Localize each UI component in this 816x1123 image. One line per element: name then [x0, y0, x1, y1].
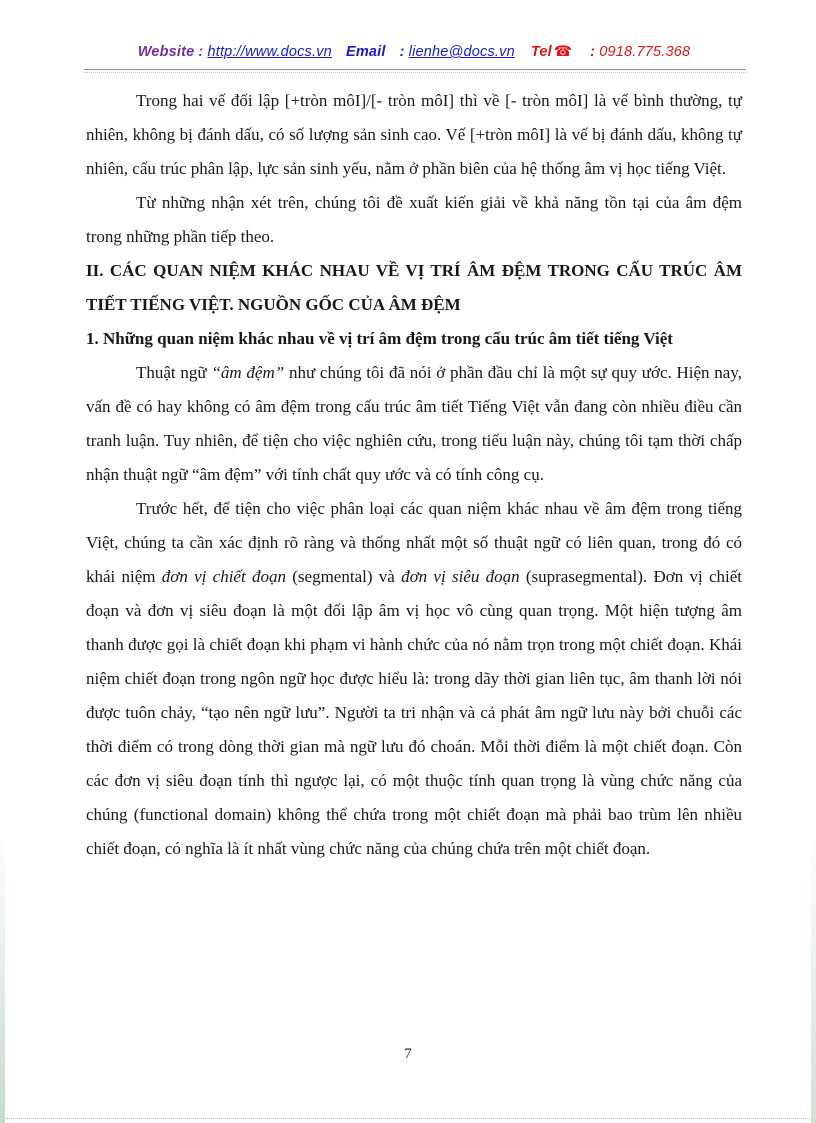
- website-link[interactable]: http://www.docs.vn: [207, 44, 332, 60]
- tel-label: Tel: [530, 44, 552, 60]
- paragraph-1: Trong hai vế đối lập [+tròn môI]/[- tròn môI] thì về [- tròn môI] là vế bình thường, tự nhiên, không bị đánh dấu, có số lượng sản sinh cao. Vế [+tròn môI] là vế bị đánh dấu, không tự nhiên, cấu trúc phân lập, lực sản sinh yếu, nằm ở phần biên của hệ thống âm vị học tiếng Việt.: [86, 91, 742, 178]
- term-don-vi-chiet-doan-italic: đơn vị chiết đoạn: [161, 567, 286, 586]
- page-bottom-edge: [6, 1117, 810, 1119]
- page-header: [86, 44, 742, 60]
- email-link[interactable]: lienhe@docs.vn: [408, 44, 515, 60]
- email-colon: :: [399, 44, 405, 60]
- email-label: Email: [345, 44, 386, 60]
- header-divider: [84, 69, 746, 73]
- scan-edge-left: [0, 833, 5, 1123]
- subsection-heading: 1. Những quan niệm khác nhau về vị trí âm đệm trong cấu trúc âm tiết tiếng Việt: [86, 329, 673, 348]
- paragraph-4-text: Trước hết, để tiện cho việc phân loại các quan niệm khác nhau về âm đệm trong tiếng Việt, chúng ta cần xác định rõ ràng và thống nhất một số thuật ngữ có liên quan, trong đó có khái niệm: [86, 499, 742, 586]
- website-colon: :: [198, 44, 204, 60]
- tel-colon: :: [590, 44, 596, 60]
- paragraph-2: Từ những nhận xét trên, chúng tôi đề xuất kiến giải về khả năng tồn tại của âm đệm trong những phần tiếp theo.: [86, 193, 742, 246]
- paragraph-3: [86, 356, 742, 492]
- website-label: Website: [137, 44, 195, 60]
- scan-edge-right: [811, 833, 816, 1123]
- paragraph-4: [86, 492, 742, 866]
- paragraph-3-text: như chúng tôi đã nói ở phần đầu chỉ là một sự quy ước. Hiện nay, vấn đề có hay không có âm đệm trong cấu trúc âm tiết Tiếng Việt vẫn đang còn nhiều điều cần tranh luận. Tuy nhiên, để tiện cho việc nghiên cứu, trong tiểu luận này, chúng tôi tạm thời chấp nhận thuật ngữ “âm đệm” với tính chất quy ước và có tính công cụ.: [86, 363, 743, 484]
- tel-number: 0918.775.368: [599, 44, 691, 60]
- paragraph-4-text: (suprasegmental). Đơn vị chiết đoạn và đơn vị siêu đoạn là một đối lập âm vị học vô cùng quan trọng. Một hiện tượng âm thanh được gọi là chiết đoạn khi phạm vi hành chức của nó nằm trọn trong một chiết đoạn. Khái niệm chiết đoạn trong ngôn ngữ học được hiểu là: trong dãy thời gian liên tục, âm thanh lời nói được tuôn chảy, “tạo nên ngữ lưu”. Người ta tri nhận và cả phát âm ngữ lưu này bởi chuỗi các thời điểm có trong dòng thời gian mà ngữ lưu đó choán. Mỗi thời điểm là một chiết đoạn. Còn các đơn vị siêu đoạn tính thì ngược lại, có một thuộc tính quan trọng là vùng chức năng của chúng (functional domain) không thể chứa trong một chiết đoạn mà phải bao trùm lên nhiều chiết đoạn, có nghĩa là ít nhất vùng chức năng của chúng chứa trên một chiết đoạn.: [86, 567, 743, 858]
- paragraph-3-text: Thuật ngữ: [136, 363, 212, 382]
- paragraph-4-text: (segmental) và: [285, 567, 402, 586]
- term-don-vi-sieu-doan-italic: đơn vị siêu đoạn: [401, 567, 520, 586]
- document-body: [86, 84, 742, 866]
- page-number: 7: [404, 1046, 412, 1062]
- section-heading: II. CÁC QUAN NIỆM KHÁC NHAU VỀ VỊ TRÍ ÂM ĐỆM TRONG CẤU TRÚC ÂM TIẾT TIẾNG VIỆT. NGUỒN GỐC CỦA ÂM ĐỆM: [86, 261, 742, 314]
- term-am-dem-italic: “âm đệm”: [211, 363, 285, 382]
- phone-icon: ☎: [553, 44, 573, 60]
